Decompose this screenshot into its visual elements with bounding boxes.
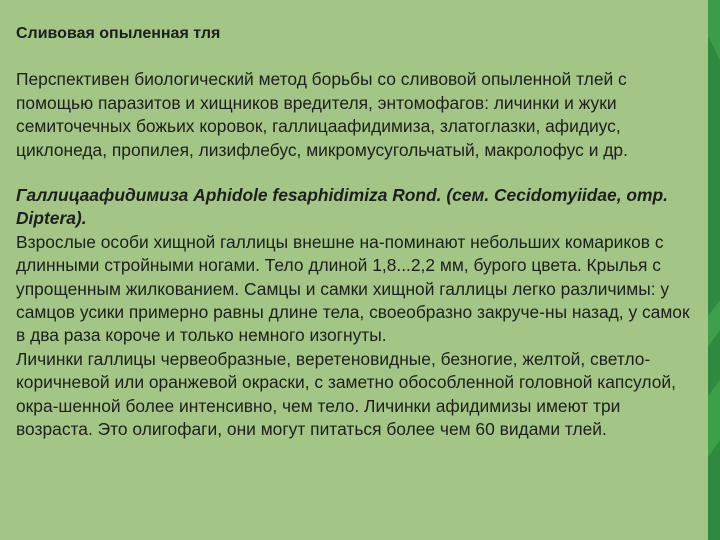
intro-paragraph: Перспективен биологический метод борьбы со сливовой опыленной тлей с помощью паразитов и хищников вредителя, энтомофагов: личинки и жуки семиточечных божьих коровок, галлицаафидимиза, златоглазки, афидиус, циклонеда, пропилея, лизифлебус, микромусугольчатый, макролофус и др. (16, 69, 628, 160)
adult-description: Взрослые особи хищной галлицы внешне на-поминают небольших комариков с длинными стройными ногами. Тело длиной 1,8...2,2 мм, бурого цвета. Крылья с упрощенным жилкованием. Самцы и самки хищной галлицы легко различимы: у самцов усики примерно равны длине тела, своеобразно закруче-ны назад, у самок в два раза короче и только немного изогнуты. (16, 231, 690, 346)
species-section (16, 184, 690, 441)
species-heading: Галлицаафидимиза Aphidole fesaphidimiza Rond. (сем. Cecidomyiidae, отр. Diptera). (16, 185, 668, 229)
larva-description: Личинки галлицы червеобразные, веретеновидные, безногие, желтой, светло-коричневой или оранжевой окраски, с заметно обособленной головной капсулой, окра-шенной более интенсивно, чем тело. Личинки афидимизы имеют три возраста. Это олигофаги, они могут питаться более чем 60 видами тлей. (16, 348, 676, 440)
slide-title: Сливовая опыленная тля (16, 25, 221, 42)
